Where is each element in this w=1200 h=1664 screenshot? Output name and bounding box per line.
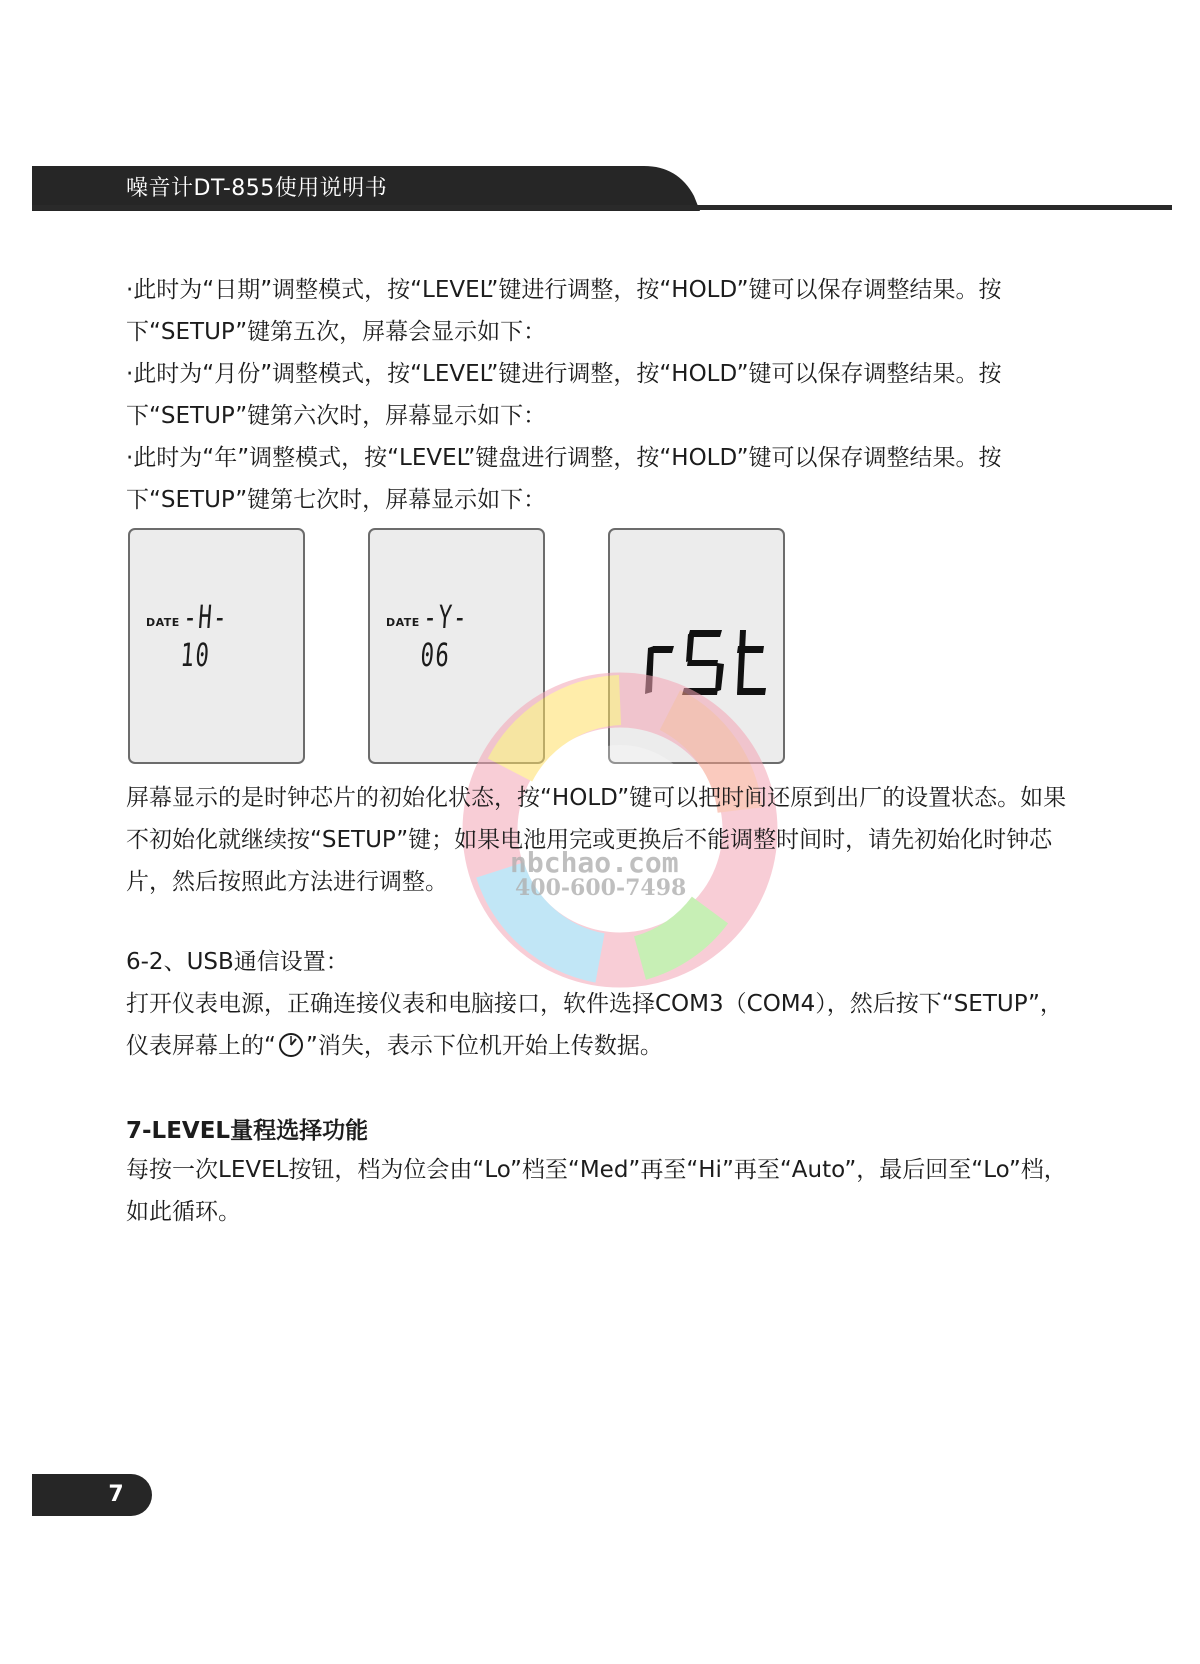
page-number-tab bbox=[32, 1474, 152, 1516]
paragraph-initialization: 屏幕显示的是时钟芯片的初始化状态，按“HOLD”键可以把时间还原到出厂的设置状态。如果不初始化就继续按“SETUP”键；如果电池用完或更换后不能调整时间时，请先初始化时钟芯片，然后按照此方法进行调整。 bbox=[126, 785, 1067, 895]
page-number: 7 bbox=[108, 1482, 124, 1507]
section-7-text: 每按一次LEVEL按钮，档为位会由“Lo”档至“Med”再至“Hi”再至“Auto”，最后回至“Lo”档，如此循环。 bbox=[126, 1157, 1067, 1225]
paragraph-year-mode: ·此时为“年”调整模式，按“LEVEL”键盘进行调整，按“HOLD”键可以保存调整结果。按下“SETUP”键第七次时，屏幕显示如下： bbox=[126, 445, 1002, 513]
section-7-title: 7-LEVEL量程选择功能 bbox=[126, 1118, 369, 1144]
lcd-date-label: DATE bbox=[386, 616, 420, 629]
lcd-display-year bbox=[368, 528, 545, 764]
paragraph-date-mode: ·此时为“日期”调整模式，按“LEVEL”键进行调整，按“HOLD”键可以保存调整结果。按下“SETUP”键第五次，屏幕会显示如下： bbox=[126, 277, 1002, 345]
usb-heading: 6-2、USB通信设置： bbox=[126, 949, 349, 975]
usb-text-before-icon: 仪表屏幕上的“ bbox=[126, 1033, 276, 1059]
timer-icon bbox=[278, 1032, 304, 1058]
usb-paragraph-line2 bbox=[126, 1025, 1086, 1067]
lcd-value: -Y- 06 bbox=[419, 598, 470, 674]
watermark-phone: 400-600-7498 bbox=[515, 875, 687, 901]
lcd-segment-rst bbox=[640, 630, 770, 696]
paragraph-month-mode: ·此时为“月份”调整模式，按“LEVEL”键进行调整，按“HOLD”键可以保存调整结果。按下“SETUP”键第六次时，屏幕显示如下： bbox=[126, 361, 1002, 429]
lcd-display-month bbox=[128, 528, 305, 764]
usb-text-after-icon: ”消失，表示下位机开始上传数据。 bbox=[305, 1033, 663, 1059]
lcd-display-reset bbox=[608, 528, 785, 764]
lcd-value: -H- 10 bbox=[179, 598, 230, 674]
usb-paragraph-line1: 打开仪表电源，正确连接仪表和电脑接口，软件选择COM3（COM4），然后按下“SETUP”， bbox=[126, 991, 1063, 1017]
document-title: 噪音计DT-855使用说明书 bbox=[126, 176, 388, 201]
lcd-date-label: DATE bbox=[146, 616, 180, 629]
header-rule bbox=[32, 205, 1172, 210]
watermark-site: nbchao.com bbox=[510, 846, 679, 879]
